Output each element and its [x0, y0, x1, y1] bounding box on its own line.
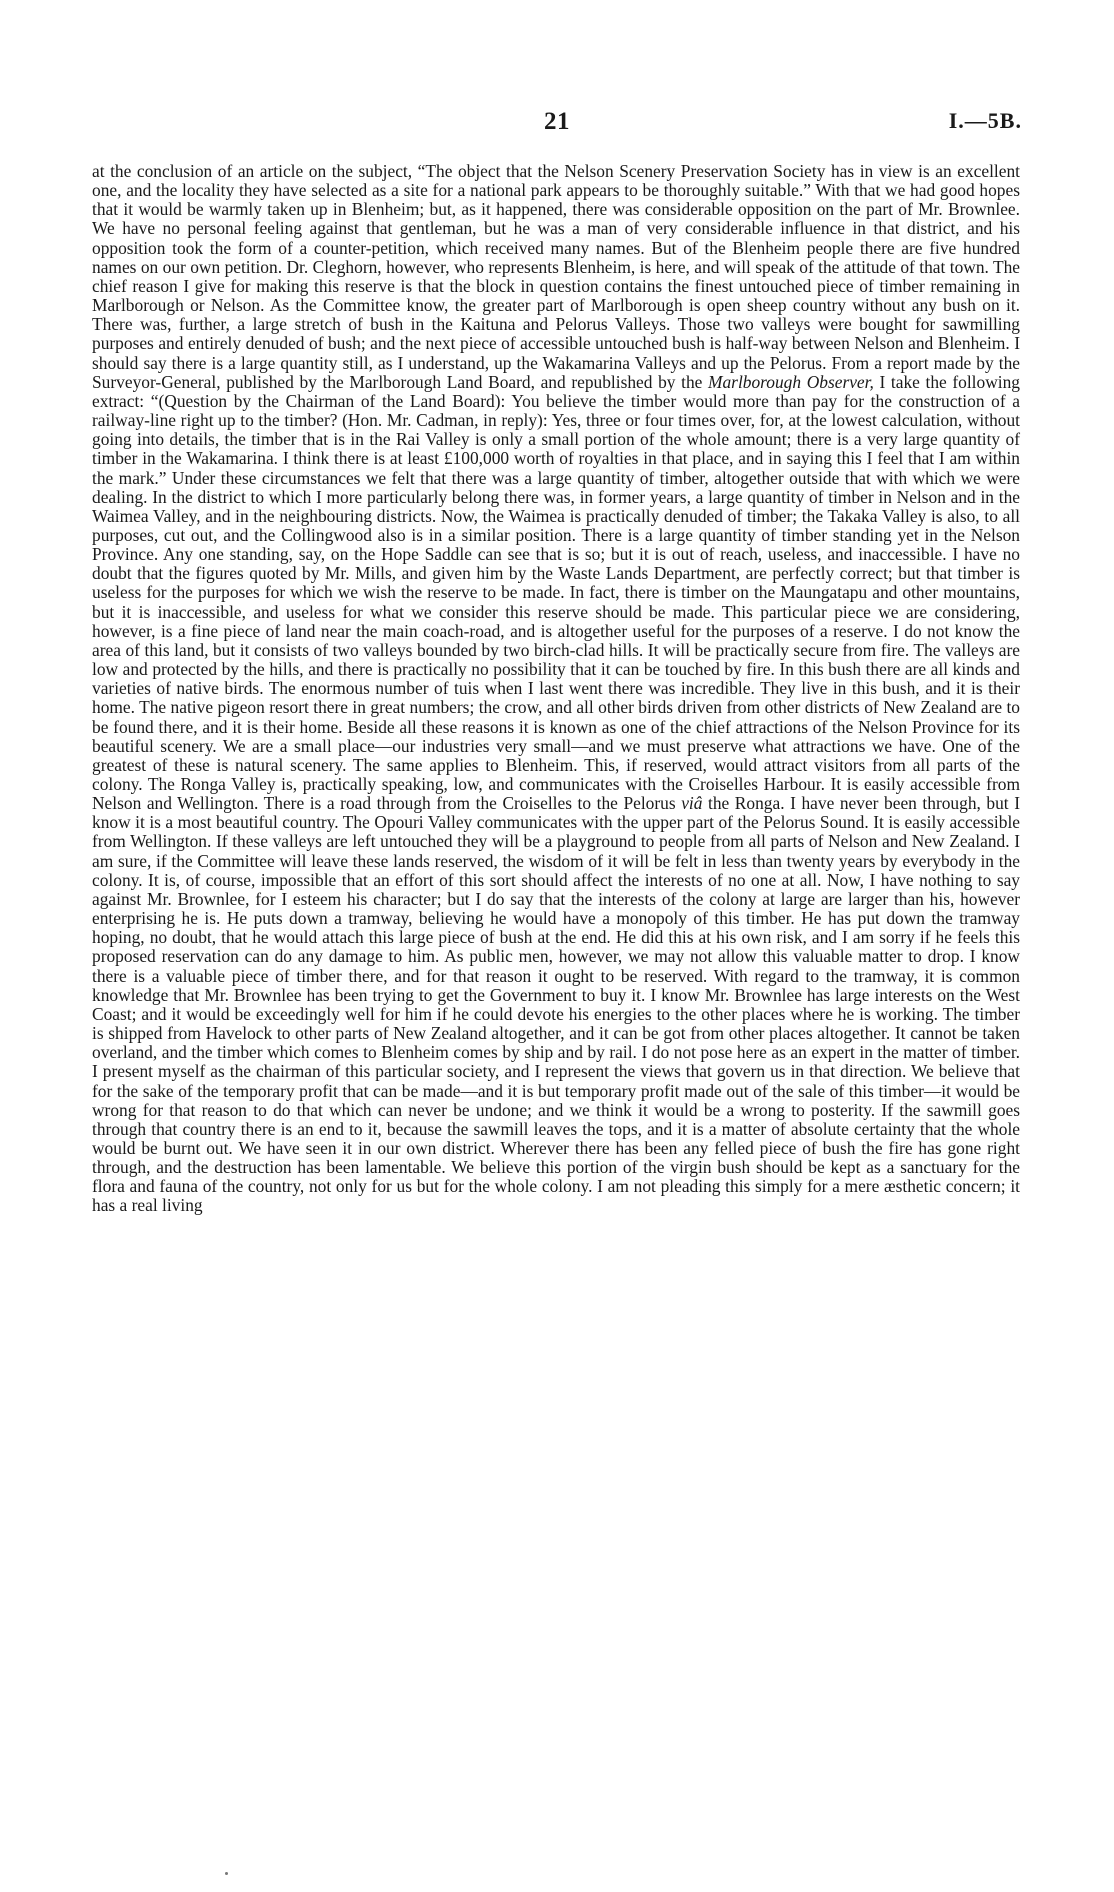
document-reference: I.—5B.	[948, 108, 1022, 133]
paragraph-text-1: at the conclusion of an article on the subject, “The object that the Nelson Scenery Preservation Society has in view is an excellent one, and the locality they have selected as a site for a national park appears to be thoroughly suitable.” With that we had good hopes that it would be warmly taken up in Blenheim; but, as it happened, there was considerable opposition on the part of Mr. Brownlee. We have no personal feeling against that gentleman, but he was a man of very considerable influence in that district, and his opposition took the form of a counter-petition, which received many names. But of the Blenheim people there are five hundred names on our own petition. Dr. Cleghorn, however, who represents Blenheim, is here, and will speak of the attitude of that town. The chief reason I give for making this reserve is that the block in question contains the finest untouched piece of timber remaining in Marlborough or Nelson. As the Committee know, the greater part of Marlborough is open sheep country without any bush on it. There was, further, a large stretch of bush in the Kaituna and Pelorus Valleys. Those two valleys were bought for sawmilling purposes and entirely denuded of bush; and the next piece of accessible untouched bush is half-way between Nelson and Blenheim. I should say there is a large quantity still, as I understand, up the Wakamarina Valleys and up the Pelorus. From a report made by the Surveyor-General, published by the Marlborough Land Board, and republished by the	[92, 161, 1020, 392]
paragraph-text-3: the Ronga. I have never been through, but I know it is a most beautiful country. The Opouri Valley communicates with the upper part of the Pelorus Sound. It is easily accessible from Wellington. If these valleys are left untouched they will be a playground to people from all parts of Nelson and New Zealand. I am sure, if the Committee will leave these lands reserved, the wisdom of it will be felt in less than twenty years by everybody in the colony. It is, of course, impossible that an effort of this sort should affect the interests of no one at all. Now, I have nothing to say against Mr. Brownlee, for I esteem his character; but I do say that the interests of the colony at large are larger than his, however enterprising he is. He puts down a tramway, believing he would have a monopoly of this timber. He has put down the tramway hoping, no doubt, that he would attach this large piece of bush at the end. He did this at his own risk, and I am sorry if he feels this proposed reservation can do any damage to him. As public men, however, we may not allow this valuable matter to drop. I know there is a valuable piece of timber there, and for that reason it ought to be reserved. With regard to the tramway, it is common knowledge that Mr. Brownlee has been trying to get the Government to buy it. I know Mr. Brownlee has large interests on the West Coast; and it would be exceedingly well for him if he could devote his energies to the other places where he is working. The timber is shipped from Havelock to other parts of New Zealand altogether, and it can be got from other places altogether. It cannot be taken overland, and the timber which comes to Blenheim comes by ship and by rail. I do not pose here as an expert in the matter of timber. I present myself as the chairman of this particular society, and I represent the views that govern us in that direction. We believe that for the sake of the temporary profit that can be made—and it is but temporary profit made out of the sale of this timber—it would be wrong for that reason to do that which can never be undone; and we think it would be a wrong to posterity. If the sawmill goes through that country there is an end to it, because the sawmill leaves the tops, and it is a matter of absolute certainty that the whole would be burnt out. We have seen it in our own district. Wherever there has been any felled piece of bush the fire has gone right through, and the destruction has been lamentable. We believe this portion of the virgin bush should be kept as a sanctuary for the flora and fauna of the country, not only for us but for the whole colony. I am not pleading this simply for a mere æsthetic concern; it has a real living	[92, 793, 1020, 1216]
body-paragraph	[92, 162, 1020, 1216]
page-number: 21	[544, 108, 570, 135]
stray-ink-mark	[225, 1872, 228, 1875]
latin-via: viâ	[681, 793, 703, 814]
paragraph-text-2: I take the following extract: “(Question by the Chairman of the Land Board): You believe the timber would more than pay for the construction of a railway-line right up to the timber? (Hon. Mr. Cadman, in reply): Yes, three or four times over, for, at the lowest calculation, without going into details, the timber that is in the Rai Valley is only a small portion of the whole amount; there is a very large quantity of timber in the Wakamarina. I think there is at least £100,000 worth of royalties in that place, and in saying this I feel that I am within the mark.” Under these circumstances we felt that there was a large quantity of timber, altogether outside that with which we were dealing. In the district to which I more particularly belong there was, in former years, a large quantity of timber in Nelson and in the Waimea Valley, and in the neighbouring districts. Now, the Waimea is practically denuded of timber; the Takaka Valley is also, to all purposes, cut out, and the Collingwood also is in a similar position. There is a large quantity of timber standing yet in the Nelson Province. Any one standing, say, on the Hope Saddle can see that is so; but it is out of reach, useless, and inaccessible. I have no doubt that the figures quoted by Mr. Mills, and given him by the Waste Lands Department, are perfectly correct; but that timber is useless for the purposes for which we wish the reserve to be made. In fact, there is timber on the Maungatapu and other mountains, but it is inaccessible, and useless for what we consider this reserve should be made. This particular piece we are considering, however, is a fine piece of land near the main coach-road, and is altogether useful for the purposes of a reserve. I do not know the area of this land, but it consists of two valleys bounded by two birch-clad hills. It will be practically secure from fire. The valleys are low and protected by the hills, and there is practically no possibility that it can be touched by fire. In this bush there are all kinds and varieties of native birds. The enormous number of tuis when I last went there was incredible. They live in this bush, and it is their home. The native pigeon resort there in great numbers; the crow, and all other birds driven from other districts of New Zealand are to be found there, and it is their home. Beside all these reasons it is known as one of the chief attractions of the Nelson Province for its beautiful scenery. We are a small place—our industries very small—and we must preserve what attractions we have. One of the greatest of these is natural scenery. The same applies to Blenheim. This, if reserved, would attract visitors from all parts of the colony. The Ronga Valley is, practically speaking, low, and communicates with the Croiselles Harbour. It is easily accessible from Nelson and Wellington. There is a road through from the Croiselles to the Pelorus	[92, 371, 1020, 814]
newspaper-title: Marlborough Observer,	[708, 371, 874, 392]
page-header	[92, 108, 1022, 138]
